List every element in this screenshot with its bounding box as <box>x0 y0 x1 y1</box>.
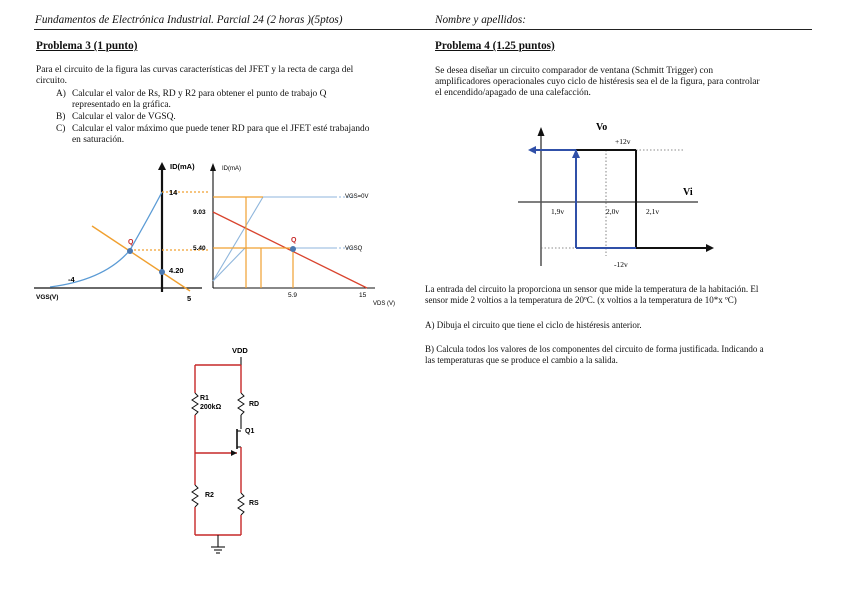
transfer-y-label: ID(mA) <box>170 162 195 171</box>
transfer-y-arrow <box>158 162 166 170</box>
item-line: Calcular el valor máximo que puede tener RD para que el JFET esté trabajando <box>72 124 370 134</box>
output-q-label: Q <box>291 237 297 244</box>
output-y-label: ID(mA) <box>222 166 241 172</box>
item-letter: A) <box>56 89 66 99</box>
item-text: Calcular el valor de VGSQ. <box>72 112 176 122</box>
item-line: Calcular el valor de Rs, RD y R2 para obtener el punto de trabajo Q <box>72 89 327 99</box>
jfet-circuit <box>185 345 285 560</box>
output-tick-y1: 9.03 <box>193 209 206 216</box>
jfet-transfer-graph <box>30 160 210 310</box>
problem3-intro-line2: circuito. <box>36 76 67 87</box>
circuit-r1-label: R1 <box>200 395 209 402</box>
resistor-r1 <box>192 393 198 415</box>
transfer-420-point <box>159 269 165 275</box>
item-letter: B) <box>56 112 66 122</box>
transfer-curve <box>50 192 162 287</box>
jfet-output-graph <box>193 160 405 310</box>
hyst-vo-label: Vo <box>596 122 608 133</box>
output-y-arrow <box>210 163 216 171</box>
output-curve2-label: VGSQ <box>345 246 363 252</box>
problem4-sensor-text <box>425 284 812 306</box>
transfer-x-label: VGS(V) <box>36 294 59 301</box>
header-name-field: Nombre y apellidos: <box>435 14 526 26</box>
transfer-tick-left: -4 <box>68 275 75 284</box>
problem4-intro-line3: el encendido/apagado de una calefacción. <box>435 88 591 99</box>
item-line: representado en la gráfica. <box>72 100 171 110</box>
resistor-r2 <box>192 485 198 507</box>
hyst-t2-label: 2,0v <box>606 207 620 216</box>
hysteresis-graph <box>510 118 725 273</box>
problem4-qb-line2: las temperaturas que se produce el cambio a la salida. <box>425 355 618 366</box>
jfet-gate-arrow <box>231 450 237 456</box>
circuit-r1-value: 200kΩ <box>200 404 222 411</box>
problem4-qb-line1: B) Calcula todos los valores de los componentes del circuito de forma justificada. Indicando a <box>425 344 764 354</box>
hyst-plus12-label: +12v <box>615 137 631 146</box>
item-text <box>72 124 369 146</box>
hyst-minus12-label: -12v <box>614 260 628 269</box>
output-tick-x1: 5.9 <box>288 292 298 299</box>
hyst-y-arrow <box>538 127 545 136</box>
problem4-intro-line1: Se desea diseñar un circuito comparador de ventana (Schmitt Trigger) con <box>435 66 714 76</box>
item-line: en saturación. <box>72 135 125 145</box>
circuit-rd-label: RD <box>249 401 260 408</box>
output-curve-vgsq <box>213 248 245 281</box>
output-curve1-label: VGS=0V <box>345 194 369 200</box>
problem4-title: Problema 4 (1.25 puntos) <box>435 40 555 52</box>
problem4-sensor-line1: La entrada del circuito la proporciona un sensor que mide la temperatura de la habitación. El <box>425 284 759 294</box>
item-letter: C) <box>56 124 66 134</box>
problem4-intro-line2: amplificadores operacionales cuyo ciclo de histéresis sea el de la figura, para controlar <box>435 77 760 88</box>
transfer-tick-mid: 4.20 <box>169 266 184 275</box>
output-tick-x2: 15 <box>359 292 367 299</box>
item-text <box>72 89 326 111</box>
output-x-label: VDS (V) <box>373 301 396 307</box>
circuit-rs-label: RS <box>249 500 259 507</box>
transfer-tick-top: 14 <box>169 188 178 197</box>
header-course-title: Fundamentos de Electrónica Industrial. Parcial 24 (2 horas )(5ptos) <box>35 14 343 26</box>
problem4-question-a: A) Dibuja el circuito que tiene el ciclo de histéresis anterior. <box>425 320 642 330</box>
output-curve-vgs0 <box>213 197 263 281</box>
problem3-title: Problema 3 (1 punto) <box>36 40 138 52</box>
hyst-t3-label: 2,1v <box>646 207 660 216</box>
output-tick-y2: 5.40 <box>193 245 206 252</box>
output-load-line <box>213 212 367 288</box>
circuit-vdd-label: VDD <box>232 346 248 355</box>
resistor-rs <box>238 493 244 515</box>
problem4-question-b <box>425 344 812 366</box>
hyst-blue-arrow <box>528 146 536 154</box>
header-rule <box>34 29 812 30</box>
output-q-point <box>290 246 296 252</box>
hyst-vi-label: Vi <box>683 187 693 198</box>
problem3-intro <box>36 65 416 87</box>
hyst-black-arrow <box>706 244 714 252</box>
resistor-rd <box>238 393 244 415</box>
transfer-q-label: Q <box>128 239 134 246</box>
circuit-r2-label: R2 <box>205 492 214 499</box>
problem3-intro-line1: Para el circuito de la figura las curvas características del JFET y la recta de carga del <box>36 65 354 75</box>
hyst-t1-label: 1,9v <box>551 207 565 216</box>
problem4-sensor-line2: sensor mide 2 voltios a la temperatura de 20ºC. (x voltios a la temperatura de 10*x ºC) <box>425 295 737 306</box>
transfer-load-line <box>92 226 190 291</box>
transfer-tick-right: 5 <box>187 294 192 303</box>
problem4-intro <box>435 66 812 100</box>
transfer-q-point <box>127 248 133 254</box>
circuit-q1-label: Q1 <box>245 428 255 435</box>
